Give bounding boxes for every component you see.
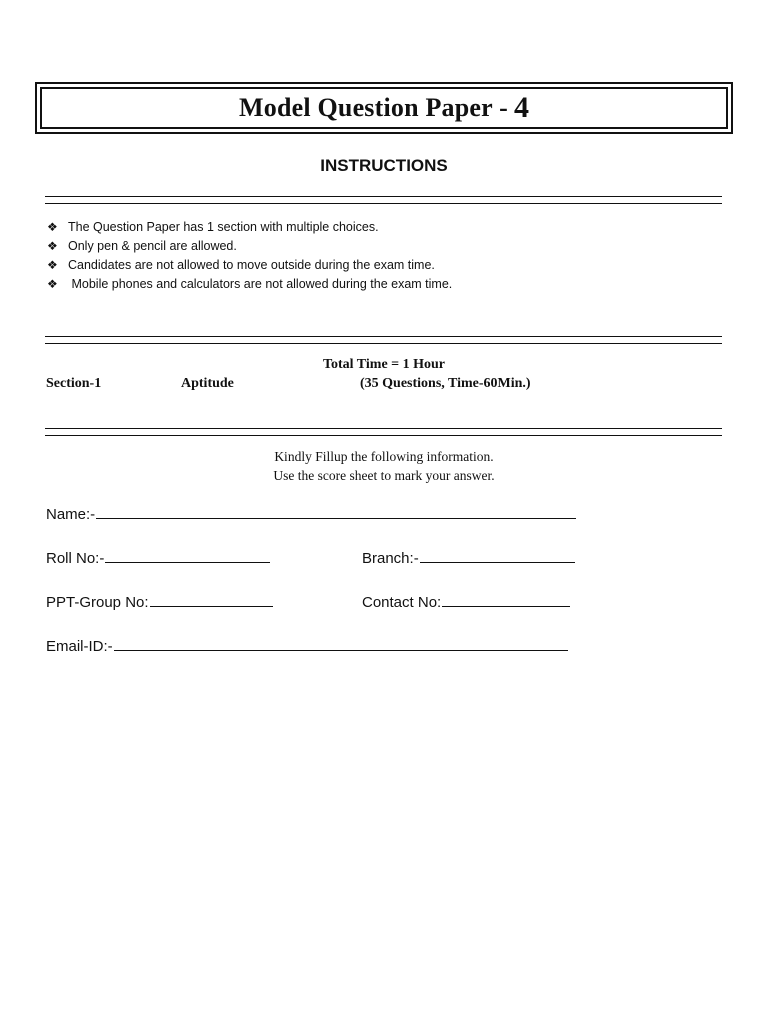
name-blank-line[interactable]: [96, 518, 576, 519]
total-time: Total Time = 1 Hour: [322, 357, 446, 372]
instruction-text: The Question Paper has 1 section with multiple choices.: [68, 219, 379, 234]
instructions-heading: INSTRUCTIONS: [320, 156, 448, 175]
branch-label: Branch:-: [362, 550, 419, 567]
roll-blank-line[interactable]: [105, 562, 270, 563]
section-details: (35 Questions, Time-60Min.): [360, 376, 531, 391]
contact-label: Contact No:: [362, 594, 442, 611]
email-field[interactable]: [46, 638, 568, 655]
roll-field[interactable]: [46, 550, 270, 567]
diamond-bullet-icon: ❖: [47, 219, 58, 234]
section-label: Section-1: [46, 376, 102, 391]
page-title: Model Question Paper -: [239, 93, 508, 122]
list-item: [47, 236, 452, 255]
instruction-text: Only pen & pencil are allowed.: [68, 238, 237, 253]
fill-info-note: Kindly Fillup the following information.: [274, 449, 494, 464]
ppt-group-blank-line[interactable]: [150, 606, 273, 607]
list-item: [47, 274, 452, 293]
ppt-group-field[interactable]: [46, 594, 273, 611]
score-sheet-note: Use the score sheet to mark your answer.: [273, 468, 495, 483]
email-label: Email-ID:-: [46, 638, 113, 655]
divider: [45, 428, 722, 429]
diamond-bullet-icon: ❖: [47, 238, 58, 253]
paper-number: 4: [513, 91, 529, 124]
list-item: [47, 255, 452, 274]
divider: [45, 435, 722, 436]
instruction-text: Candidates are not allowed to move outside during the exam time.: [68, 257, 435, 272]
contact-field[interactable]: [362, 594, 570, 611]
subject-label: Aptitude: [181, 376, 234, 391]
divider: [45, 203, 722, 204]
branch-field[interactable]: [362, 550, 575, 567]
roll-label: Roll No:-: [46, 550, 105, 567]
ppt-group-label: PPT-Group No:: [46, 594, 149, 611]
title-inner-border: [40, 87, 728, 129]
divider: [45, 343, 722, 344]
title-box: [35, 82, 733, 134]
list-item: [47, 217, 452, 236]
diamond-bullet-icon: ❖: [47, 257, 58, 272]
instruction-text: Mobile phones and calculators are not allowed during the exam time.: [68, 276, 453, 291]
branch-blank-line[interactable]: [420, 562, 575, 563]
name-label: Name:-: [46, 506, 96, 523]
divider: [45, 336, 722, 337]
diamond-bullet-icon: ❖: [47, 276, 58, 291]
instruction-list: [47, 217, 452, 293]
divider: [45, 196, 722, 197]
email-blank-line[interactable]: [114, 650, 568, 651]
name-field[interactable]: [46, 506, 576, 523]
contact-blank-line[interactable]: [442, 606, 570, 607]
